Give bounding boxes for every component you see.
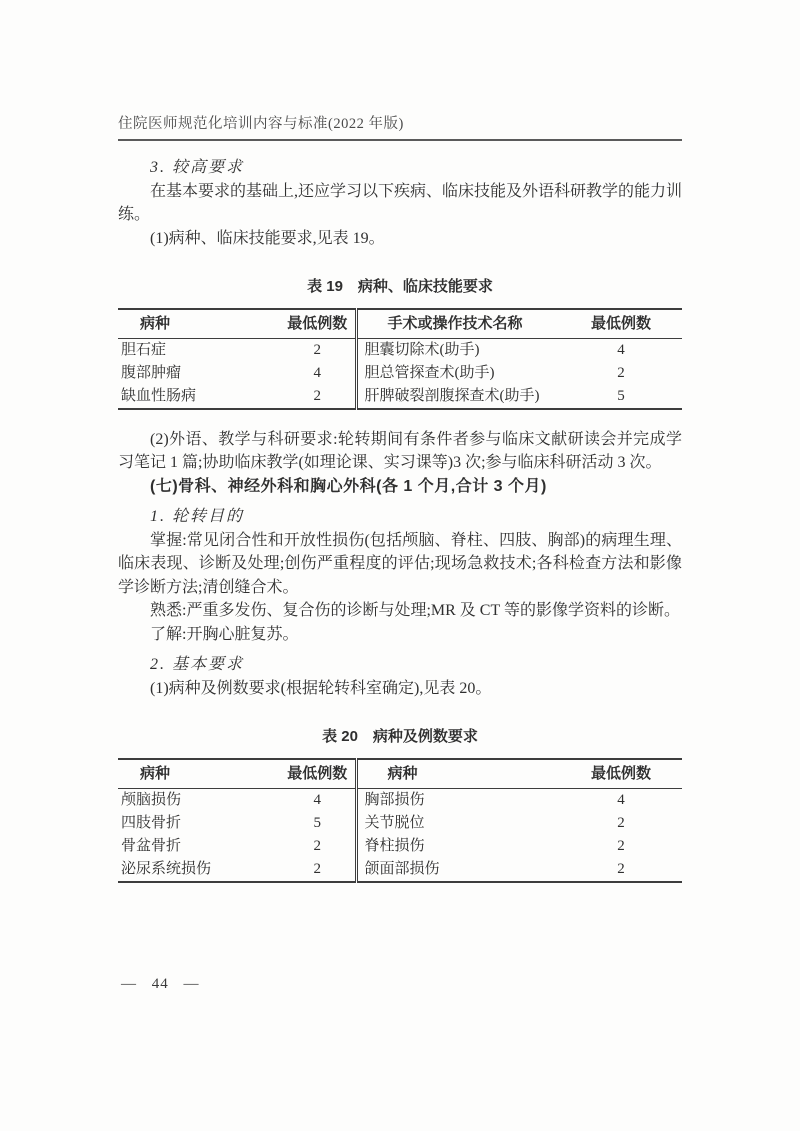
table20-cell: 2 — [617, 861, 625, 877]
table-row — [118, 338, 682, 362]
table-row — [118, 385, 682, 409]
table20-cell: 2 — [313, 861, 321, 877]
table-row — [118, 835, 682, 858]
table19-cell: 4 — [617, 342, 625, 358]
table20-cell: 关节脱位 — [356, 812, 560, 835]
table19-block — [118, 275, 682, 410]
table-row — [118, 858, 682, 882]
paragraph-item-disease-skill: (1)病种、临床技能要求,见表 19。 — [150, 229, 385, 247]
paragraph-item-foreign-teaching: (2)外语、教学与科研要求:轮转期间有条件者参与临床文献研读会并完成学习笔记 1 篇;协助临床教学(如理论课、实习课等)3 次;参与临床科研活动 3 次。 — [118, 430, 682, 471]
table19-cell: 胆石症 — [121, 342, 167, 358]
table20-cell: 泌尿系统损伤 — [121, 861, 212, 877]
table20-caption: 表 20 病种及例数要求 — [322, 728, 478, 745]
paragraph-item-disease-count: (1)病种及例数要求(根据轮转科室确定),见表 20。 — [150, 679, 492, 697]
paragraph-intro: 在基本要求的基础上,还应学习以下疾病、临床技能及外语科研教学的能力训练。 — [118, 182, 683, 223]
table20-cell: 5 — [313, 815, 321, 831]
table19-cell: 肝脾破裂剖腹探查术(助手) — [356, 385, 560, 409]
table-row — [118, 788, 682, 812]
table19-cell: 缺血性肠病 — [121, 388, 197, 404]
table20-cell: 颌面部损伤 — [356, 858, 560, 882]
section-heading-higher-requirements: 3. 较高要求 — [150, 159, 245, 176]
table20-cell: 四肢骨折 — [121, 815, 182, 831]
table19-header-operation: 手术或操作技术名称 — [356, 309, 560, 339]
table19-cell: 2 — [313, 388, 321, 404]
table20-block — [118, 725, 682, 883]
table19-cell: 2 — [617, 365, 625, 381]
table19-header-disease: 病种 — [118, 309, 280, 339]
table20-header-min-cases-right: 最低例数 — [560, 759, 682, 789]
table20-header-row — [118, 759, 682, 789]
table19-header-min-cases-left: 最低例数 — [280, 309, 356, 339]
paragraph-know: 了解:开胸心脏复苏。 — [150, 625, 299, 643]
paragraph-familiar: 熟悉:严重多发伤、复合伤的诊断与处理;MR 及 CT 等的影像学资料的诊断。 — [150, 602, 680, 619]
table20-header-disease-left: 病种 — [118, 759, 280, 789]
table19-cell: 胆囊切除术(助手) — [356, 338, 560, 362]
section-heading-orthopedics: (七)骨科、神经外科和胸心外科(各 1 个月,合计 3 个月) — [150, 477, 547, 495]
table20-cell: 4 — [313, 792, 321, 808]
paragraph-master: 掌握:常见闭合性和开放性损伤(包括颅脑、脊柱、四肢、胸部)的病理生理、临床表现、诊断及处理;创伤严重程度的评估;现场急救技术;各科检查方法和影像学诊断方法;清创缝合术。 — [118, 531, 682, 596]
table-row — [118, 812, 682, 835]
table19-cell: 5 — [617, 388, 625, 404]
table20-cell: 2 — [617, 815, 625, 831]
table19-cell: 4 — [313, 365, 321, 381]
table20-header-disease-right: 病种 — [356, 759, 560, 789]
table19-caption: 表 19 病种、临床技能要求 — [307, 278, 493, 295]
table20-cell: 骨盆骨折 — [121, 838, 182, 854]
table20-header-min-cases-left: 最低例数 — [280, 759, 356, 789]
table19-cell: 胆总管探查术(助手) — [356, 362, 560, 385]
table20-cell: 4 — [617, 792, 625, 808]
table20-cell: 脊柱损伤 — [356, 835, 560, 858]
page-number: — 44 — — [121, 976, 200, 992]
table19-cell: 腹部肿瘤 — [121, 365, 182, 381]
table20-cell: 2 — [313, 838, 321, 854]
table19-cell: 2 — [313, 342, 321, 358]
table19 — [118, 308, 682, 410]
subsection-basic-requirements: 2. 基本要求 — [150, 656, 245, 673]
subsection-rotation-purpose: 1. 轮转目的 — [150, 508, 245, 525]
table20 — [118, 758, 682, 883]
table20-cell: 胸部损伤 — [356, 788, 560, 812]
table-row — [118, 362, 682, 385]
table20-cell: 2 — [617, 838, 625, 854]
table19-header-min-cases-right: 最低例数 — [560, 309, 682, 339]
running-header — [118, 112, 682, 141]
running-header-title: 住院医师规范化培训内容与标准(2022 年版) — [118, 116, 404, 132]
table19-header-row — [118, 309, 682, 339]
page-content — [118, 149, 682, 901]
table20-cell: 颅脑损伤 — [121, 792, 182, 808]
